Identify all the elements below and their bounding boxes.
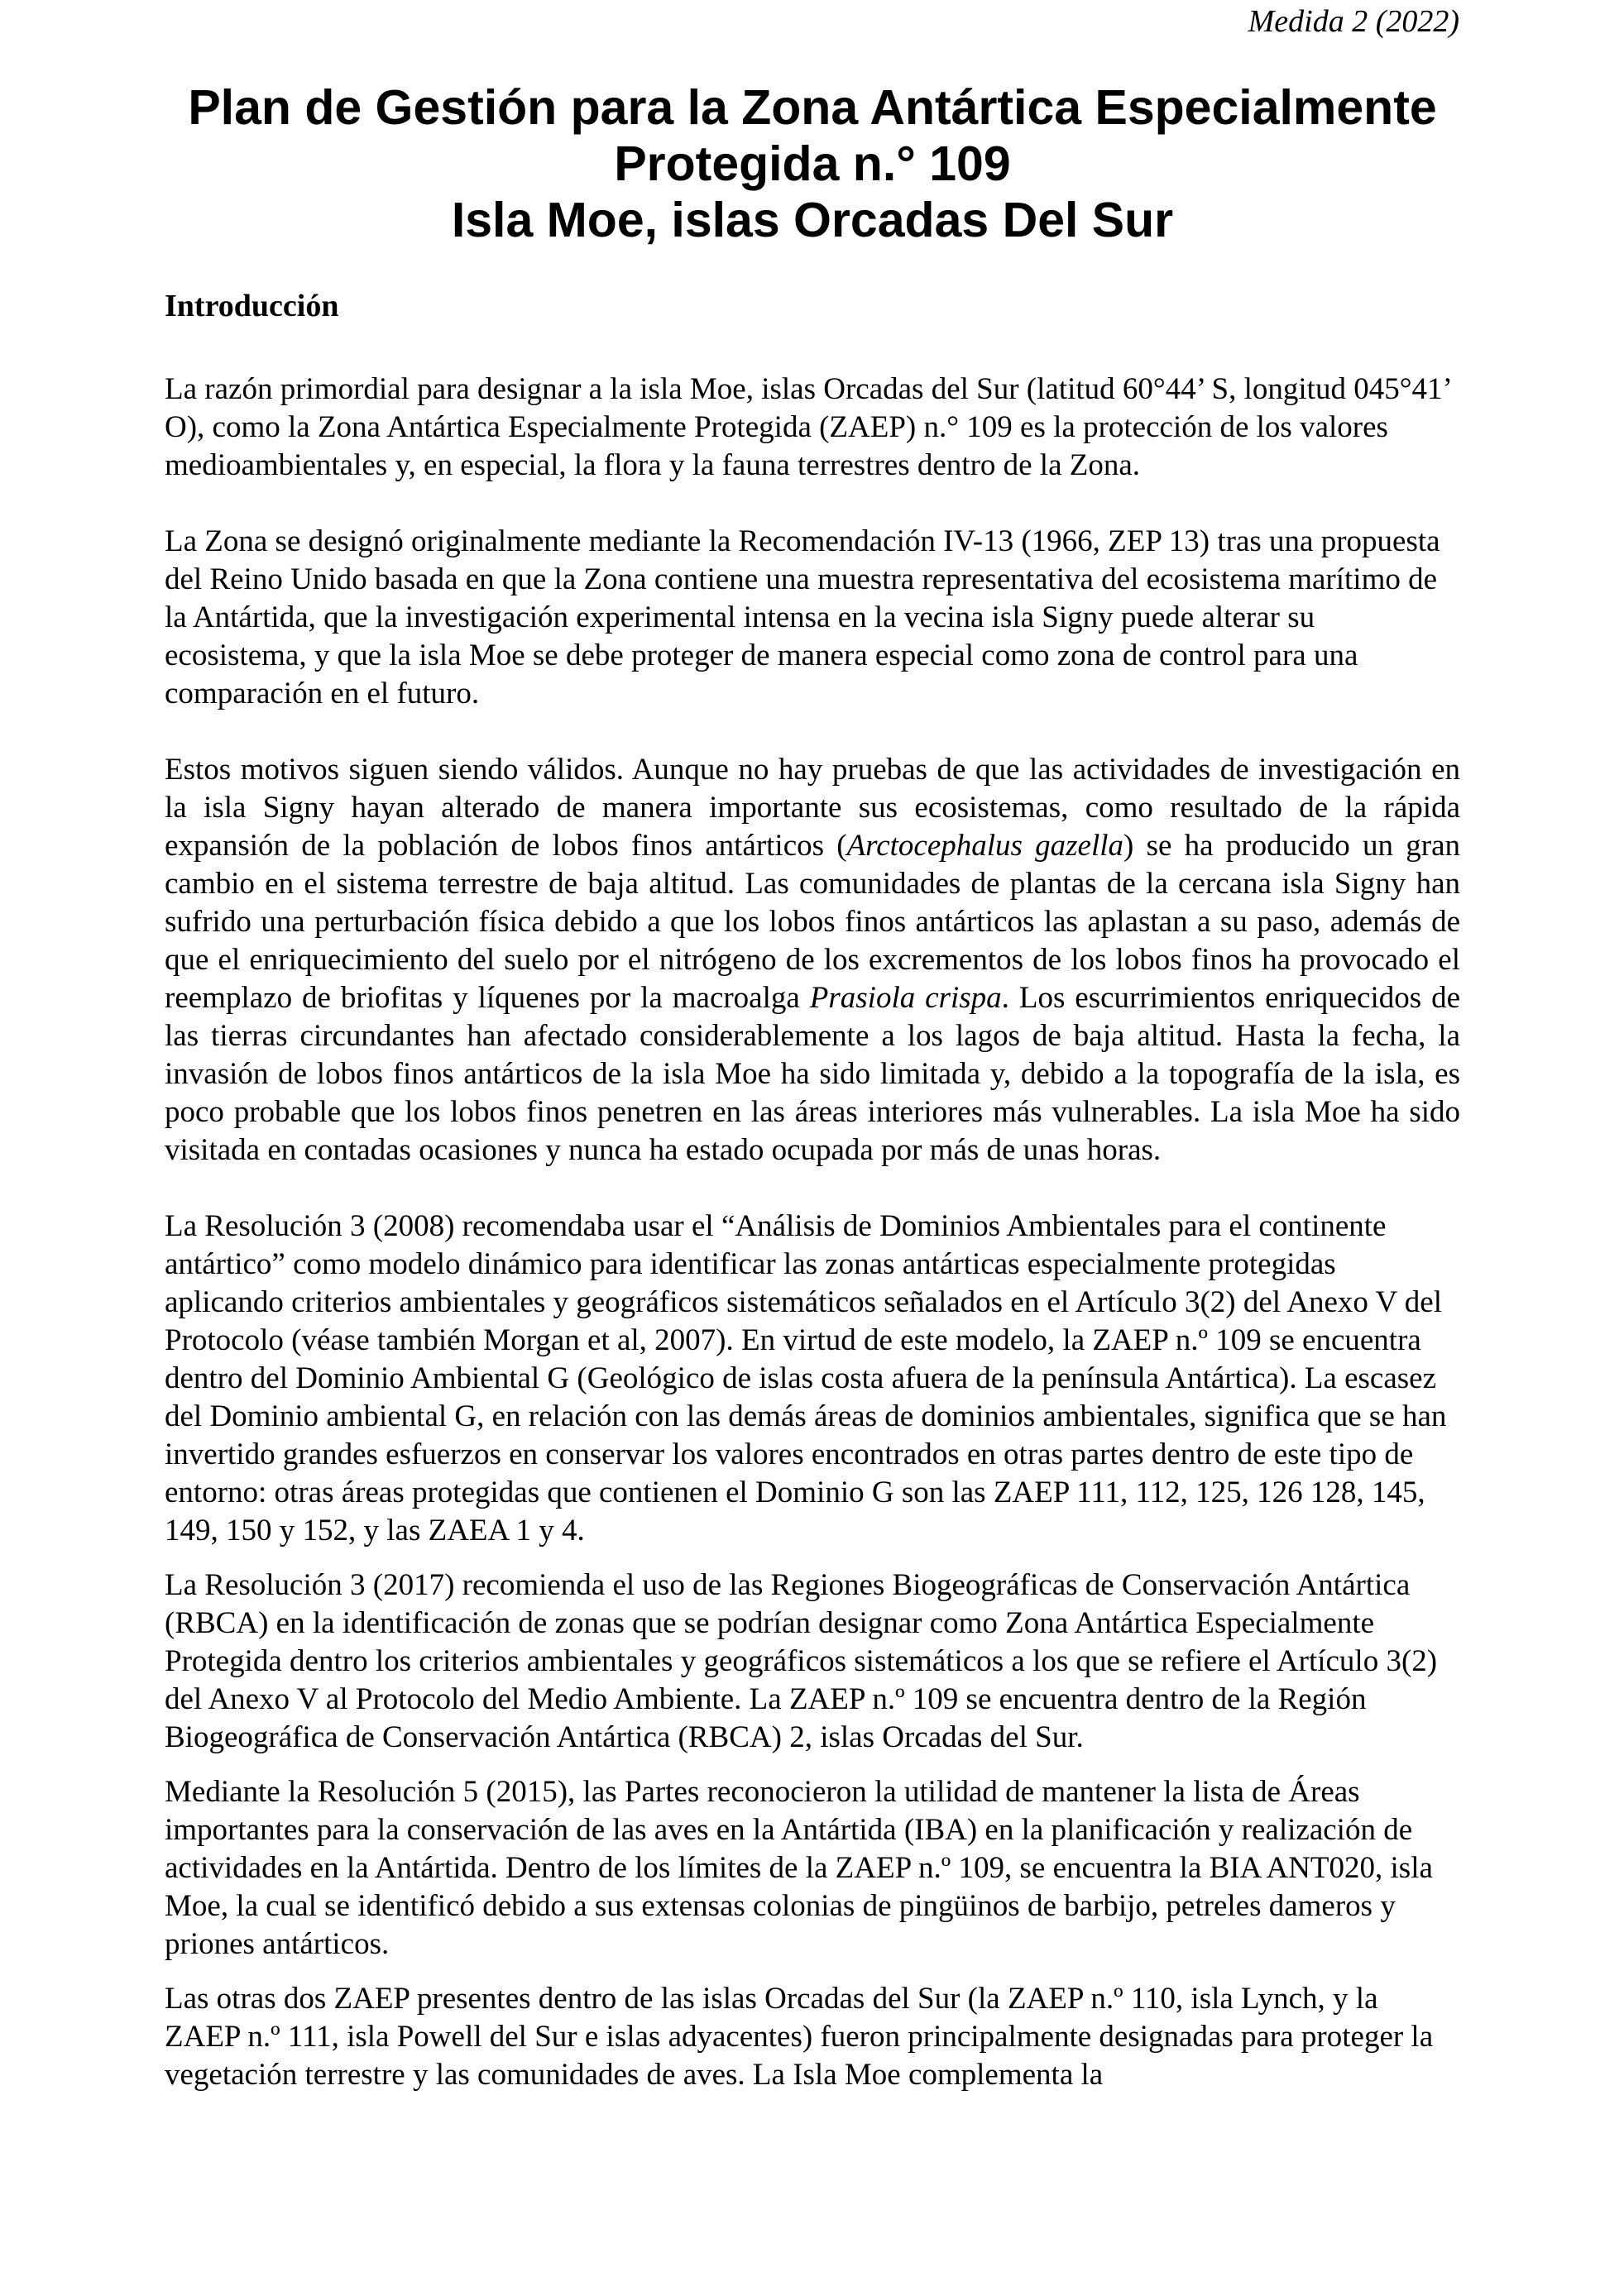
paragraph-1: La razón primordial para designar a la isla Moe, islas Orcadas del Sur (latitud 60°44’ S, longitud 045°41’ O), como la Zona Antártica Especialmente Protegida (ZAEP) n.° 109 es la protección de los valores medioambientales y, en especial, la flora y la fauna terrestres dentro de la Zona. bbox=[165, 372, 1451, 482]
paragraph-2: La Zona se designó originalmente mediante la Recomendación IV-13 (1966, ZEP 13) tras una propuesta del Reino Unido basada en que la Zona contiene una muestra representativa del ecosistema marítimo de la Antártida, que la investigación experimental intensa en la vecina isla Signy puede alterar su ecosistema, y que la isla Moe se debe proteger de manera especial como zona de control para una comparación en el futuro. bbox=[165, 524, 1440, 710]
species-name-prasiola: Prasiola crispa bbox=[809, 981, 1002, 1015]
title-line-3: Isla Moe, islas Orcadas Del Sur bbox=[451, 193, 1174, 247]
paragraph-5: La Resolución 3 (2017) recomienda el uso de las Regiones Biogeográficas de Conservación Antártica (RBCA) en la identificación de zonas que se podrían designar como Zona Antártica Especialmente Protegida dentro los criterios ambientales y geográficos sistemáticos a los que se refiere el Artículo 3(2) del Anexo V al Protocolo del Medio Ambiente. La ZAEP n.º 109 se encuentra dentro de la Región Biogeográfica de Conservación Antártica (RBCA) 2, islas Orcadas del Sur. bbox=[165, 1568, 1438, 1754]
paragraph-4: La Resolución 3 (2008) recomendaba usar el “Análisis de Dominios Ambientales para el continente antártico” como modelo dinámico para identificar las zonas antárticas especialmente protegidas aplicando criterios ambientales y geográficos sistemáticos señalados en el Artículo 3(2) del Anexo V del Protocolo (véase también Morgan et al, 2007). En virtud de este modelo, la ZAEP n.º 109 se encuentra dentro del Dominio Ambiental G (Geológico de islas costa afuera de la península Antártica). La escasez del Dominio ambiental G, en relación con las demás áreas de dominios ambientales, significa que se han invertido grandes esfuerzos en conservar los valores encontrados en otras partes dentro de este tipo de entorno: otras áreas protegidas que contienen el Dominio G son las ZAEP 111, 112, 125, 126 128, 145, 149, 150 y 152, y las ZAEA 1 y 4. bbox=[165, 1209, 1447, 1547]
paragraph-7: Las otras dos ZAEP presentes dentro de las islas Orcadas del Sur (la ZAEP n.º 110, isla Lynch, y la ZAEP n.º 111, isla Powell del Sur e islas adyacentes) fueron principalmente designadas para proteger la vegetación terrestre y las comunidades de aves. La Isla Moe complementa la bbox=[165, 1982, 1434, 2092]
measure-reference: Medida 2 (2022) bbox=[1248, 4, 1459, 39]
document-body bbox=[165, 371, 1460, 2094]
paragraph-3-part-1: Estos motivos siguen siendo válidos. Aunque no hay pruebas de que las actividades de investigación en la isla Signy hayan alterado de manera importante sus ecosistemas, como resultado de la rápida expansión de la población de lobos finos antárticos ( bbox=[165, 753, 1460, 863]
title-line-1: Plan de Gestión para la Zona Antártica Especialmente bbox=[188, 80, 1437, 135]
paragraph-6: Mediante la Resolución 5 (2015), las Partes reconocieron la utilidad de mantener la lista de Áreas importantes para la conservación de las aves en la Antártida (IBA) en la planificación y realización de actividades en la Antártida. Dentro de los límites de la ZAEP n.º 109, se encuentra la BIA ANT020, isla Moe, la cual se identificó debido a sus extensas colonias de pingüinos de barbijo, petreles dameros y priones antárticos. bbox=[165, 1775, 1433, 1961]
document-title bbox=[165, 79, 1460, 248]
section-heading-introduction: Introducción bbox=[165, 289, 339, 323]
species-name-arctocephalus: Arctocephalus gazella bbox=[846, 829, 1124, 863]
paragraph-3-part-2: ) se ha producido un gran cambio en el sistema terrestre de baja altitud. Las comunidades de plantas de la cercana isla Signy han sufrido una perturbación física debido a que los lobos finos antárticos las aplastan a su paso, además de que el enriquecimiento del suelo por el nitrógeno de los excrementos de los lobos finos ha provocado el reemplazo de briofitas y líquenes por la macroalga bbox=[165, 829, 1460, 1015]
paragraph-3 bbox=[165, 751, 1460, 1170]
paragraph-3-part-3: . Los escurrimientos enriquecidos de las tierras circundantes han afectado considerablemente a los lagos de baja altitud. Hasta la fecha, la invasión de lobos finos antárticos de la isla Moe ha sido limitada y, debido a la topografía de la isla, es poco probable que los lobos finos penetren en las áreas interiores más vulnerables. La isla Moe ha sido visitada en contadas ocasiones y nunca ha estado ocupada por más de unas horas. bbox=[165, 981, 1460, 1167]
title-line-2: Protegida n.° 109 bbox=[614, 136, 1011, 191]
